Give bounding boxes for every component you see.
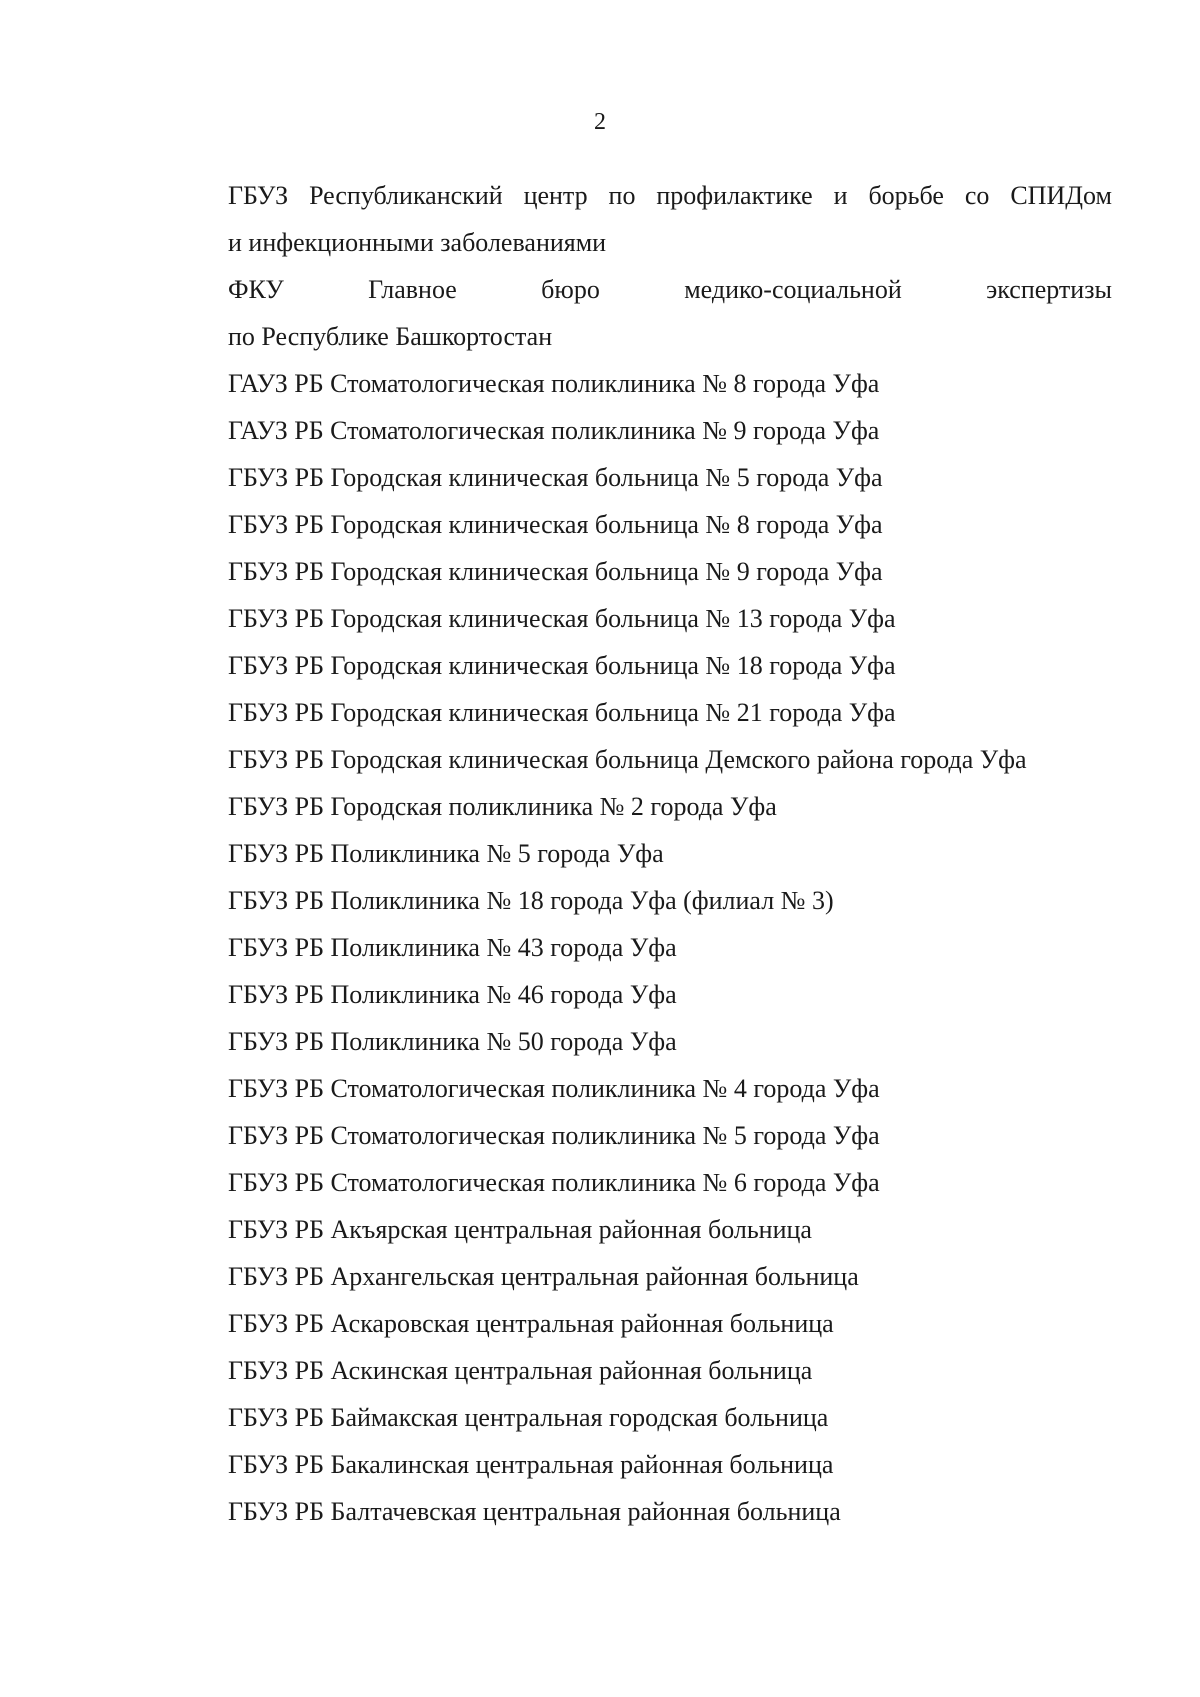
list-item: ГАУЗ РБ Стоматологическая поликлиника № 8 города Уфа [228,369,880,398]
paragraph-1-continuation: и инфекционными заболеваниями [228,228,607,257]
page-number: 2 [594,109,606,135]
word: по [608,181,636,210]
list-item: ГБУЗ РБ Городская клиническая больница Демского района города Уфа [228,745,1027,774]
word: и [833,181,848,210]
list-item: ГБУЗ РБ Бакалинская центральная районная больница [228,1450,834,1479]
paragraph-1-first-line [228,172,1112,219]
list-item: ГБУЗ РБ Акъярская центральная районная больница [228,1215,812,1244]
list-item: ГБУЗ РБ Городская клиническая больница № 9 города Уфа [228,557,883,586]
word: Республиканский [309,181,503,210]
word: центр [523,181,588,210]
word: ГБУЗ [228,181,289,210]
list-item: ГБУЗ РБ Городская клиническая больница № 13 города Уфа [228,604,896,633]
list-item: ГБУЗ РБ Поликлиника № 46 города Уфа [228,980,677,1009]
word: экспертизы [986,275,1112,304]
list-item: ГБУЗ РБ Городская поликлиника № 2 города Уфа [228,792,777,821]
word: медико-социальной [684,275,902,304]
list-item: ГБУЗ РБ Архангельская центральная районная больница [228,1262,859,1291]
institution-list [228,360,1112,1535]
paragraph-2-continuation: по Республике Башкортостан [228,322,553,351]
list-item: ГБУЗ РБ Городская клиническая больница № 8 города Уфа [228,510,883,539]
word: ФКУ [228,275,284,304]
list-item: ГБУЗ РБ Стоматологическая поликлиника № 6 города Уфа [228,1168,880,1197]
word: борьбе [868,181,944,210]
list-item: ГБУЗ РБ Аскинская центральная районная больница [228,1356,813,1385]
word: СПИДом [1010,181,1112,210]
list-item: ГАУЗ РБ Стоматологическая поликлиника № 9 города Уфа [228,416,880,445]
list-item: ГБУЗ РБ Городская клиническая больница № 21 города Уфа [228,698,896,727]
word: профилактике [656,181,813,210]
list-item: ГБУЗ РБ Стоматологическая поликлиника № 5 города Уфа [228,1121,880,1150]
list-item: ГБУЗ РБ Поликлиника № 18 города Уфа (филиал № 3) [228,886,834,915]
list-item: ГБУЗ РБ Поликлиника № 43 города Уфа [228,933,677,962]
paragraph-2-first-line [228,266,1112,313]
list-item: ГБУЗ РБ Поликлиника № 50 города Уфа [228,1027,677,1056]
list-item: ГБУЗ РБ Городская клиническая больница № 18 города Уфа [228,651,896,680]
word: Главное [368,275,457,304]
list-item: ГБУЗ РБ Стоматологическая поликлиника № 4 города Уфа [228,1074,880,1103]
list-item: ГБУЗ РБ Поликлиника № 5 города Уфа [228,839,664,868]
list-item: ГБУЗ РБ Балтачевская центральная районная больница [228,1497,841,1526]
word: бюро [541,275,600,304]
document-body [228,172,1112,1535]
word: со [964,181,990,210]
list-item: ГБУЗ РБ Городская клиническая больница № 5 города Уфа [228,463,883,492]
list-item: ГБУЗ РБ Баймакская центральная городская больница [228,1403,829,1432]
list-item: ГБУЗ РБ Аскаровская центральная районная больница [228,1309,834,1338]
